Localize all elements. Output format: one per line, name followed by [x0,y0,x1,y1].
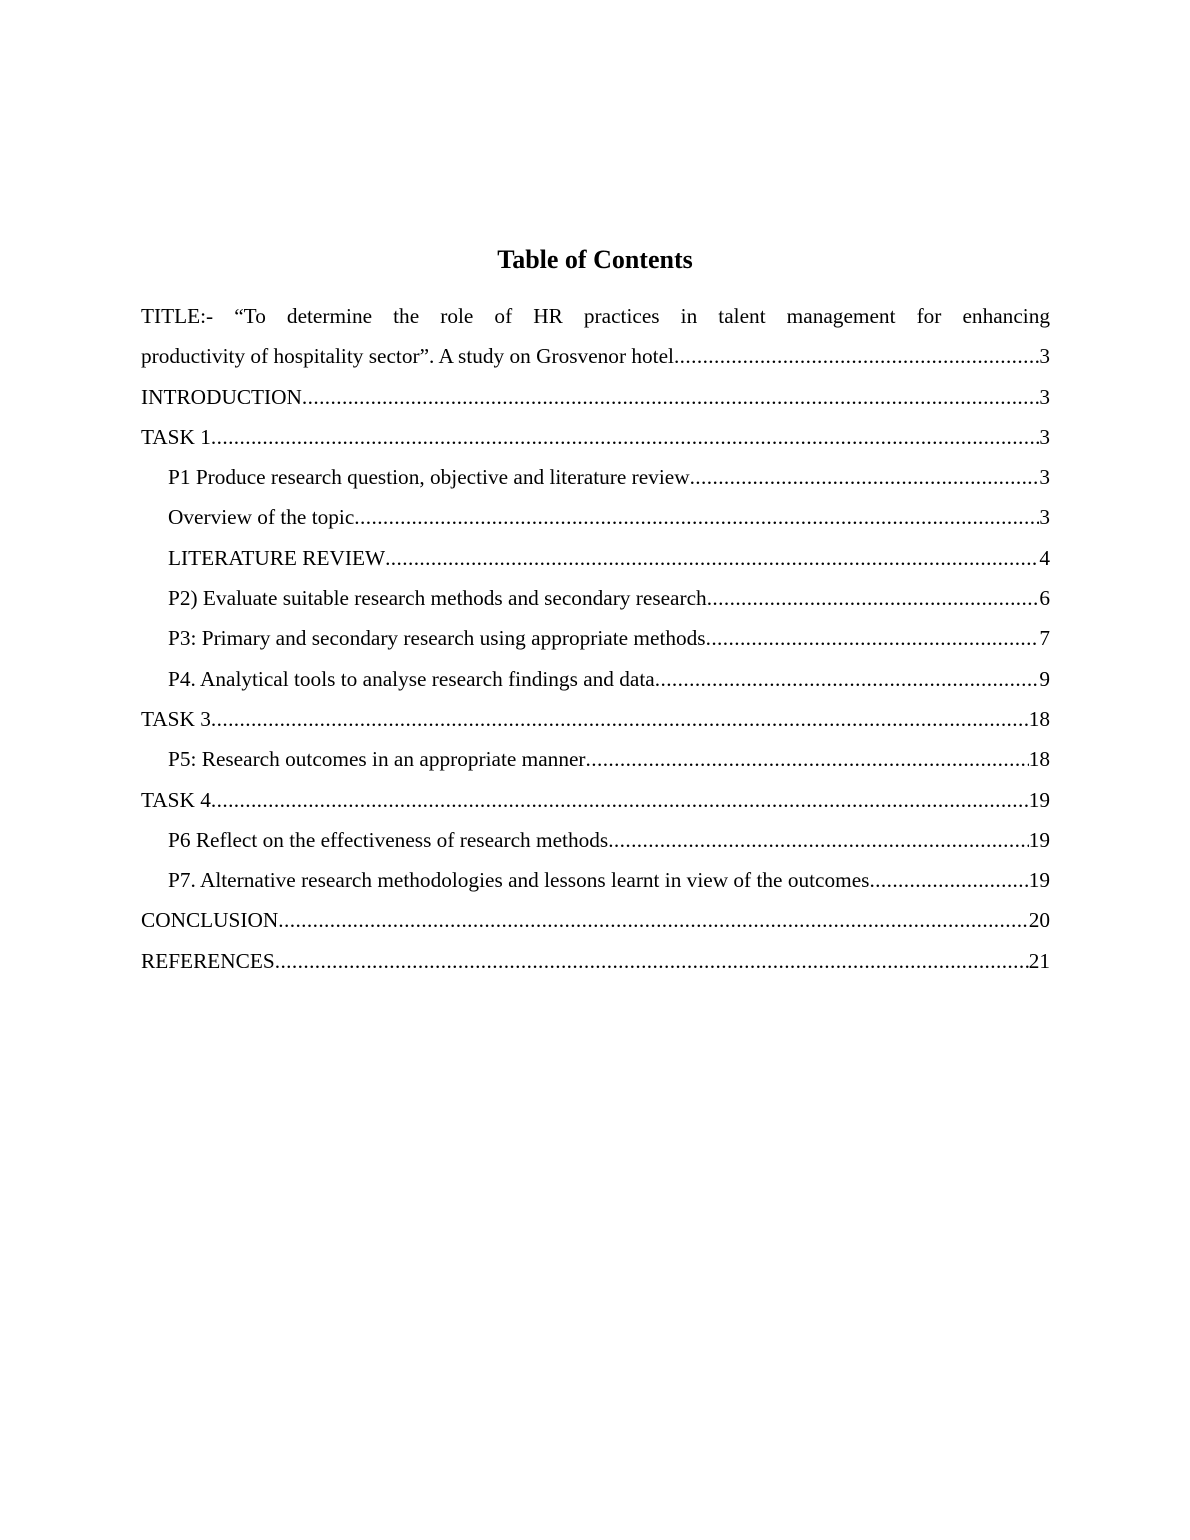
dot-leader [707,578,1040,618]
toc-entry-title[interactable] [141,296,1050,377]
toc-page-number: 7 [1039,626,1050,651]
toc-page-number: 6 [1039,586,1050,611]
toc-entry-title-line2 [141,336,1050,376]
toc-entry-title-line1: TITLE:- “To determine the role of HR practices in talent management for enhancing [141,304,1050,328]
dot-leader [608,820,1029,860]
toc-entry-p2[interactable] [141,578,1050,618]
toc-entry-text: LITERATURE REVIEW [168,545,386,570]
toc-entry-text: Overview of the topic [168,505,355,530]
toc-entry-text: P6 Reflect on the effectiveness of research methods [168,827,609,852]
toc-entry-text: productivity of hospitality sector”. A study on Grosvenor hotel [141,344,674,369]
dot-leader [211,780,1029,820]
dot-leader [278,900,1028,940]
toc-entry-text: P1 Produce research question, objective and literature review [168,465,690,490]
toc-heading: Table of Contents [497,245,693,274]
dot-leader [690,457,1040,497]
toc-page-number: 18 [1028,747,1050,772]
toc-entry-text: TASK 3 [141,706,211,731]
dot-leader [211,417,1039,457]
toc-entry-introduction[interactable] [141,377,1050,417]
toc-page-number: 4 [1039,545,1050,570]
toc-page-number: 9 [1039,666,1050,691]
toc-entry-p6[interactable] [141,820,1050,860]
toc-entry-p4[interactable] [141,659,1050,699]
dot-leader [869,860,1028,900]
dot-leader [302,377,1039,417]
toc-page-number: 19 [1028,868,1050,893]
dot-leader [655,659,1040,699]
toc-page-number: 20 [1028,908,1050,933]
toc-entry-references[interactable] [141,941,1050,981]
toc-entry-p5[interactable] [141,739,1050,779]
toc-entry-p3[interactable] [141,618,1050,658]
toc-entry-p1[interactable] [141,457,1050,497]
toc-entry-text: P5: Research outcomes in an appropriate manner [168,747,586,772]
toc-entry-text: P2) Evaluate suitable research methods and secondary research [168,586,707,611]
toc-page-number: 3 [1039,465,1050,490]
dot-leader [275,941,1029,981]
dot-leader [586,739,1029,779]
dot-leader [385,538,1039,578]
toc-entry-task-3[interactable] [141,699,1050,739]
toc-entry-text: P7. Alternative research methodologies and lessons learnt in view of the outcomes [168,868,870,893]
toc-page-number: 18 [1028,706,1050,731]
toc-page-number: 21 [1028,948,1050,973]
toc-page-number: 19 [1028,827,1050,852]
toc-entry-text: TASK 1 [141,424,211,449]
toc-entry-literature-review[interactable] [141,538,1050,578]
toc-entry-text: INTRODUCTION [141,384,302,409]
toc-entry-text: TASK 4 [141,787,211,812]
toc-page-number: 3 [1039,505,1050,530]
dot-leader [354,497,1039,537]
toc-entry-text: P4. Analytical tools to analyse research findings and data [168,666,655,691]
toc-entry-conclusion[interactable] [141,900,1050,940]
toc-entry-task-4[interactable] [141,780,1050,820]
toc-page-number: 3 [1039,384,1050,409]
toc-entry-p7[interactable] [141,860,1050,900]
toc-entry-overview[interactable] [141,497,1050,537]
table-of-contents [141,296,1050,981]
toc-page-number: 19 [1028,787,1050,812]
toc-entry-text: CONCLUSION [141,908,279,933]
toc-entry-task-1[interactable] [141,417,1050,457]
toc-page-number: 3 [1039,344,1050,369]
toc-entry-text: P3: Primary and secondary research using appropriate methods [168,626,706,651]
toc-entry-text: REFERENCES [141,948,275,973]
toc-page-number: 3 [1039,424,1050,449]
dot-leader [706,618,1040,658]
dot-leader [674,336,1039,376]
dot-leader [211,699,1029,739]
